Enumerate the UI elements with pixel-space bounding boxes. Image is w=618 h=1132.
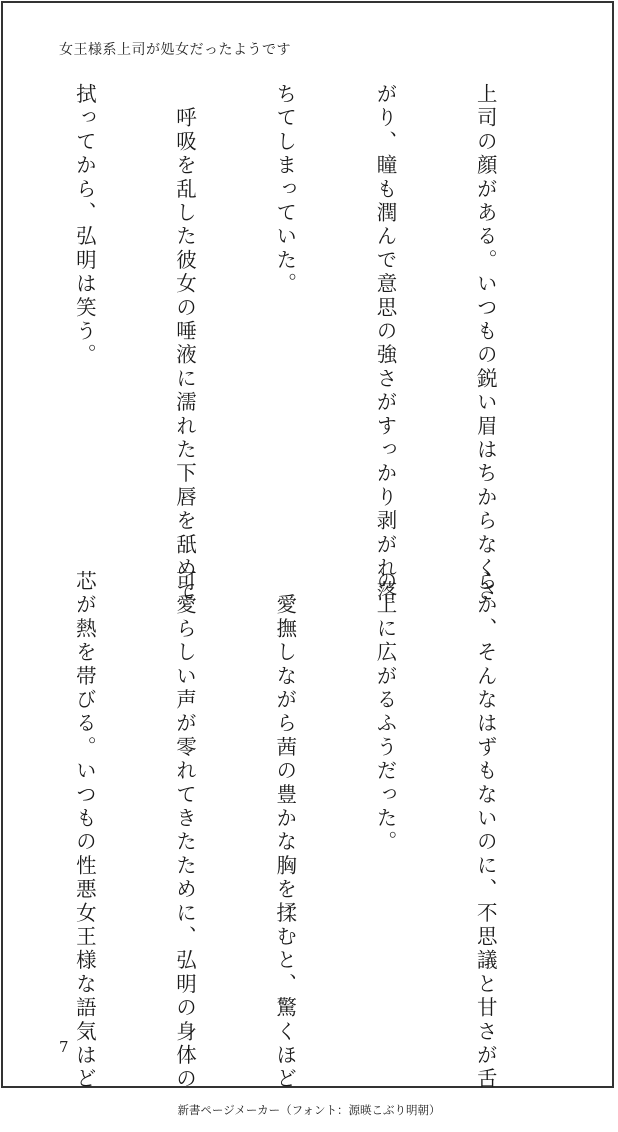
text-column: 可愛らしい声が零れてきたために、弘明の身体の [172,570,197,1092]
text-column: 芯が熱を帯びる。いつもの性悪女王様な語気はど [72,570,97,1092]
text-block-bottom [38,570,568,1092]
text-column: 愛撫しながら茜の豊かな胸を揉むと、驚くほど [272,570,297,1092]
text-column: らか、そんなはずもないのに、不思議と甘さが舌 [473,570,498,1092]
text-column: 呼吸を乱した彼女の唾液に濡れた下唇を舐めて [172,83,197,605]
text-column: がり、瞳も潤んで意思の強さがすっかり剥がれ落 [372,83,397,605]
text-column: 拭ってから、弘明は笑う。 [72,83,97,368]
footer-caption: 新書ページメーカー（フォント：源暎こぶり明朝） [177,1103,441,1117]
text-column: の上に広がるふうだった。 [372,570,397,855]
text-column: ちてしまっていた。 [272,83,297,297]
text-block-top [38,83,568,605]
page-number: 7 [59,1038,69,1056]
running-head-title: 女王様系上司が処女だったようです [59,42,291,58]
book-page [1,1,614,1092]
text-column: 上司の顔がある。いつもの鋭い眉はちからなくさ [473,83,498,605]
